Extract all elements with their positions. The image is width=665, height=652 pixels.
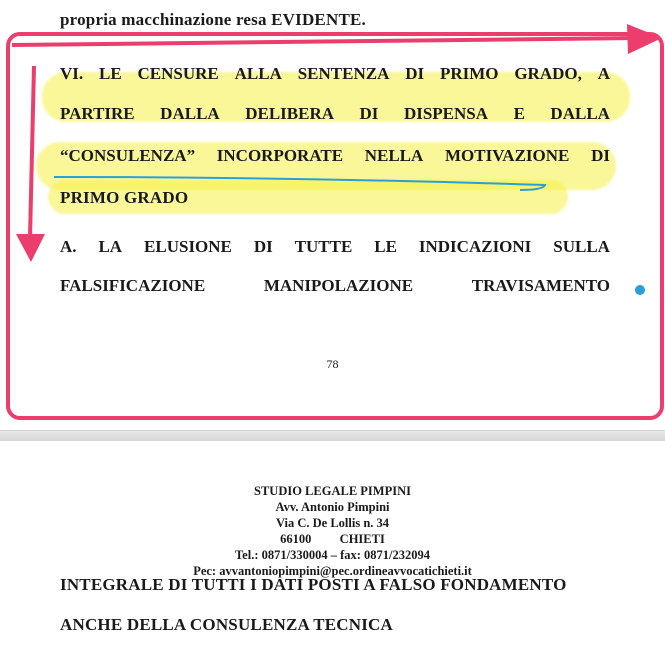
annotation-frame [8,34,662,418]
word: MOTIVAZIONE [444,146,570,165]
word: DALLA [550,104,610,123]
annotation-underline [54,177,545,190]
bottom-text-line-1: INTEGRALE DI TUTTI I DATI POSTI A FALSO FONDAMENTO [60,575,567,594]
page-number: 78 [326,357,339,371]
word: ELUSIONE [144,237,232,256]
word: SENTENZA [297,64,390,83]
word: DELIBERA [245,104,335,123]
word: DI [405,64,425,83]
word: INCORPORATE [216,146,344,165]
letterhead-pec: Pec: avvantoniopimpini@pec.ordineavvocatichieti.it [193,564,472,578]
arrow-right-shaft [12,38,640,45]
word: A [597,64,610,83]
word: PARTIRE [60,104,135,123]
bottom-text-line-2: ANCHE DELLA CONSULENZA TECNICA [60,615,394,634]
annotation-dot [635,285,645,295]
word: SULLA [553,237,610,256]
word: FALSIFICAZIONE [60,276,206,295]
arrow-right-head [627,24,662,54]
letterhead-firm: STUDIO LEGALE PIMPINI [254,484,411,498]
word: E [513,104,525,123]
word: NELLA [364,146,424,165]
word: DI [359,104,379,123]
word: LE [99,64,122,83]
word: CENSURE [137,64,219,83]
word: TRAVISAMENTO [471,276,610,295]
heading-vi-line-4: PRIMO GRADO [60,188,189,207]
word: LA [98,237,123,256]
letterhead-street: Via C. De Lollis n. 34 [275,516,390,530]
word: DISPENSA [403,104,489,123]
letterhead-postcode: 66100 [280,532,312,546]
letterhead-phone: Tel.: 0871/330004 – fax: 0871/232094 [234,548,431,562]
word: MANIPOLAZIONE [263,276,414,295]
word: “CONSULENZA” [60,146,196,165]
word: ALLA [234,64,282,83]
word: DALLA [160,104,220,123]
word: TUTTE [294,237,353,256]
word: PRIMO [439,64,499,83]
word: DI [253,237,273,256]
arrow-down-head [16,234,45,262]
cut-off-text-line: propria macchinazione resa EVIDENTE. [60,10,366,29]
word: DI [591,146,610,165]
word: GRADO, [514,64,582,83]
arrow-down-shaft [30,66,34,238]
word: LE [374,237,397,256]
letterhead-lawyer: Avv. Antonio Pimpini [275,500,390,514]
letterhead-city: CHIETI [339,532,385,546]
word: A. [60,237,77,256]
word: INDICAZIONI [418,237,532,256]
word: VI. [60,64,84,83]
